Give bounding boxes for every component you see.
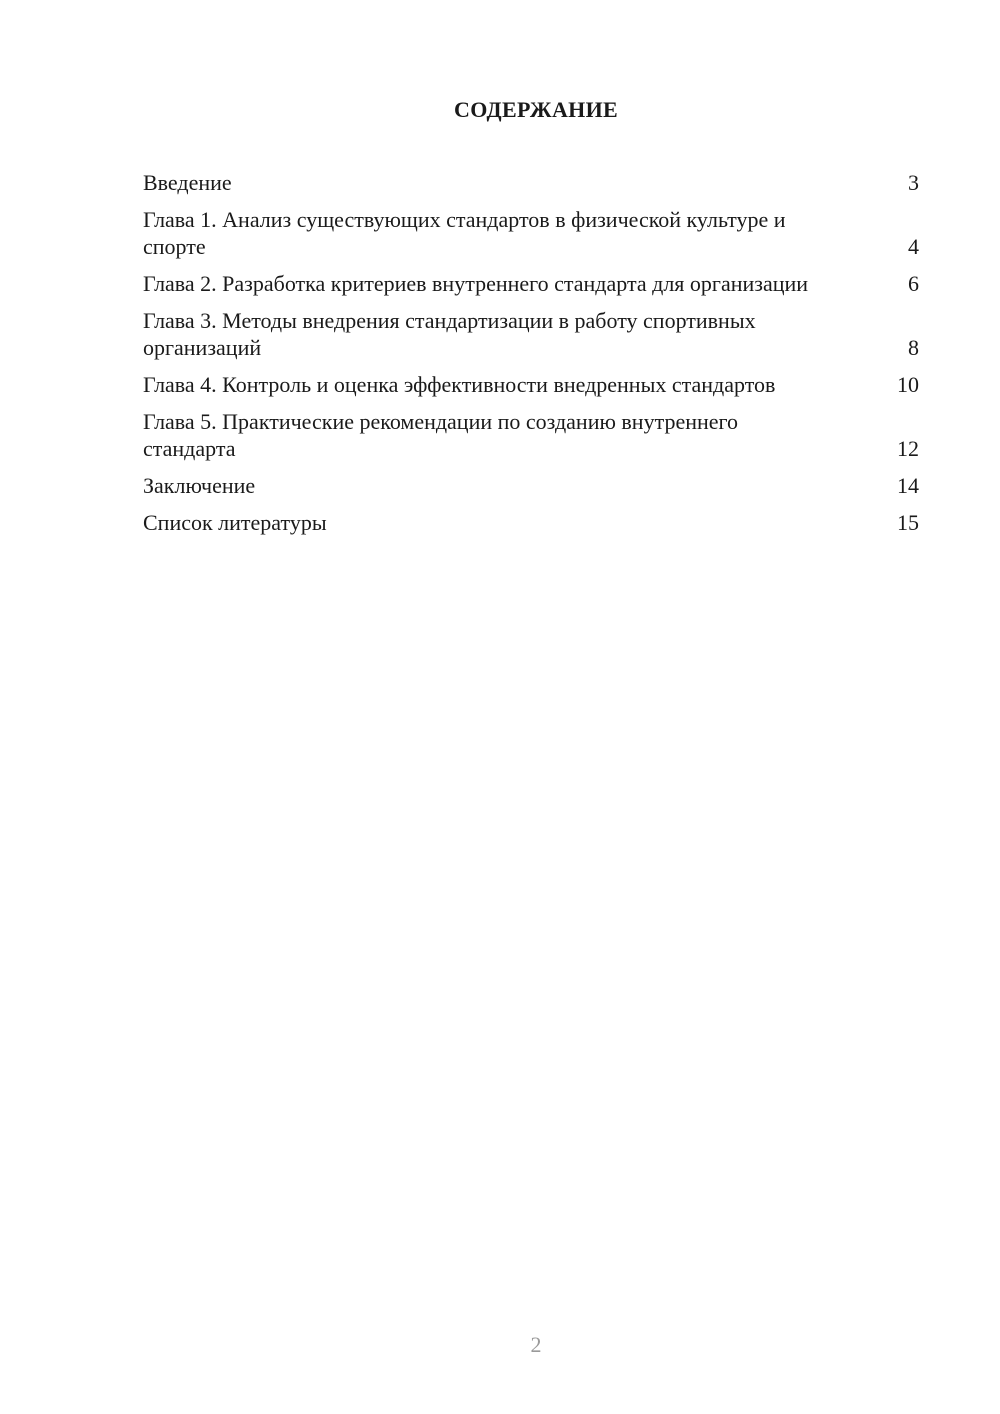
toc-item-label: Глава 1. Анализ существующих стандартов в физической культуре и спорте [143, 207, 786, 259]
toc-item-page: 12 [897, 436, 919, 461]
toc-item-chapter-4 [143, 371, 919, 398]
toc-item-introduction [143, 169, 919, 196]
toc-item-chapter-1 [143, 206, 919, 260]
toc-item-label: Глава 5. Практические рекомендации по созданию внутреннего стандарта [143, 409, 738, 461]
toc-item-page: 6 [908, 271, 919, 296]
toc-item-label: Введение [143, 170, 232, 195]
toc-item-page: 3 [908, 170, 919, 195]
toc-item-label: Заключение [143, 473, 256, 498]
toc-item-page: 8 [908, 335, 919, 360]
toc-item-page: 10 [897, 372, 919, 397]
toc-item-page: 14 [897, 473, 919, 498]
toc-item-references [143, 509, 919, 536]
toc-item-chapter-2 [143, 270, 919, 297]
toc-item-label: Глава 2. Разработка критериев внутреннего стандарта для организации [143, 271, 809, 296]
toc-item-label: Глава 4. Контроль и оценка эффективности внедренных стандартов [143, 372, 776, 397]
toc-item-conclusion [143, 472, 919, 499]
toc-item-page: 15 [897, 510, 919, 535]
toc-item-label: Список литературы [143, 510, 327, 535]
toc-item-chapter-3 [143, 307, 919, 361]
toc-item-chapter-5 [143, 408, 919, 462]
toc-item-label: Глава 3. Методы внедрения стандартизации в работу спортивных организаций [143, 308, 756, 360]
toc-item-page: 4 [908, 234, 919, 259]
table-of-contents [143, 169, 919, 546]
page-title: СОДЕРЖАНИЕ [454, 97, 618, 122]
page-number: 2 [530, 1332, 542, 1357]
